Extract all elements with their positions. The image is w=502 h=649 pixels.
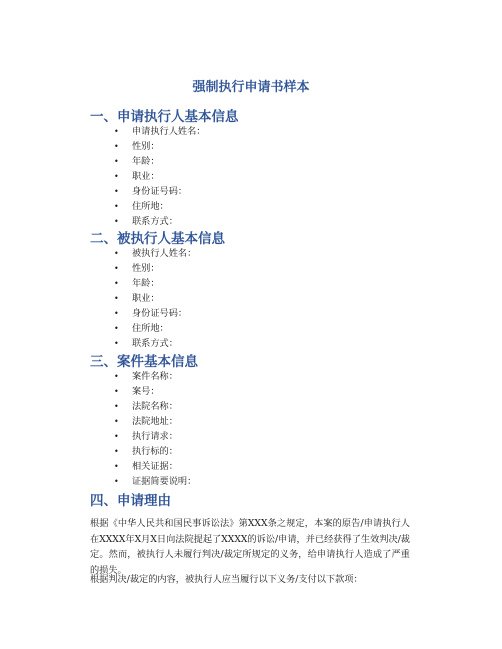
bullet-icon: • bbox=[114, 249, 119, 258]
bullet-icon: • bbox=[114, 447, 119, 456]
bullet-icon: • bbox=[114, 202, 119, 211]
case-field-list bbox=[0, 369, 196, 489]
respondent-field-list bbox=[0, 246, 196, 351]
bullet-icon: • bbox=[114, 462, 119, 471]
list-item: • 法院地址： bbox=[114, 416, 178, 427]
list-item: • 案号： bbox=[114, 386, 160, 397]
list-item: • 身份证号码： bbox=[114, 308, 188, 319]
bullet-icon: • bbox=[114, 324, 119, 333]
section-heading-respondent: 二、被执行人基本信息 bbox=[90, 231, 225, 247]
list-item: • 住所地： bbox=[114, 323, 169, 334]
bullet-icon: • bbox=[114, 417, 119, 426]
section-heading-case: 三、案件基本信息 bbox=[90, 354, 198, 370]
bullet-icon: • bbox=[114, 264, 119, 273]
reasons-paragraph-1: 根据《中华人民共和国民事诉讼法》第XXX条之规定，本案的原告/申请执行人在XXXX年X月X日向法院提起了XXXX的诉讼/申请，并已经获得了生效判决/裁定。然而，被执行人未履行判决/裁定所规定的义务，给申请执行人造成了严重的损失。 bbox=[90, 518, 410, 576]
bullet-icon: • bbox=[114, 187, 119, 196]
list-item: • 相关证据： bbox=[114, 461, 178, 472]
list-item: • 申请执行人姓名： bbox=[114, 126, 206, 137]
bullet-icon: • bbox=[114, 477, 119, 486]
list-item: • 住所地： bbox=[114, 201, 169, 212]
list-item: • 职业： bbox=[114, 171, 160, 182]
list-item: • 联系方式： bbox=[114, 216, 178, 227]
bullet-icon: • bbox=[114, 339, 119, 348]
bullet-icon: • bbox=[114, 172, 119, 181]
bullet-icon: • bbox=[114, 127, 119, 136]
bullet-icon: • bbox=[114, 279, 119, 288]
list-item: • 执行标的： bbox=[114, 446, 178, 457]
bullet-icon: • bbox=[114, 402, 119, 411]
document-title: 强制执行申请书样本 bbox=[192, 80, 310, 95]
bullet-icon: • bbox=[114, 294, 119, 303]
list-item: • 年龄： bbox=[114, 156, 160, 167]
bullet-icon: • bbox=[114, 309, 119, 318]
list-item: • 证据简要说明： bbox=[114, 476, 197, 487]
bullet-icon: • bbox=[114, 387, 119, 396]
section-heading-reasons: 四、申请理由 bbox=[90, 493, 171, 509]
list-item: • 职业： bbox=[114, 293, 160, 304]
bullet-icon: • bbox=[114, 372, 119, 381]
bullet-icon: • bbox=[114, 432, 119, 441]
list-item: • 案件名称： bbox=[114, 371, 178, 382]
bullet-icon: • bbox=[114, 217, 119, 226]
list-item: • 身份证号码： bbox=[114, 186, 188, 197]
reasons-paragraph-2: 根据判决/裁定的内容，被执行人应当履行以下义务/支付以下款项： bbox=[90, 574, 363, 585]
list-item: • 法院名称： bbox=[114, 401, 178, 412]
applicant-field-list bbox=[0, 124, 206, 229]
list-item: • 性别： bbox=[114, 263, 160, 274]
list-item: • 执行请求： bbox=[114, 431, 178, 442]
list-item: • 性别： bbox=[114, 141, 160, 152]
list-item: • 年龄： bbox=[114, 278, 160, 289]
section-heading-applicant: 一、申请执行人基本信息 bbox=[90, 109, 239, 125]
list-item: • 被执行人姓名： bbox=[114, 248, 197, 259]
list-item: • 联系方式： bbox=[114, 338, 178, 349]
bullet-icon: • bbox=[114, 157, 119, 166]
bullet-icon: • bbox=[114, 142, 119, 151]
